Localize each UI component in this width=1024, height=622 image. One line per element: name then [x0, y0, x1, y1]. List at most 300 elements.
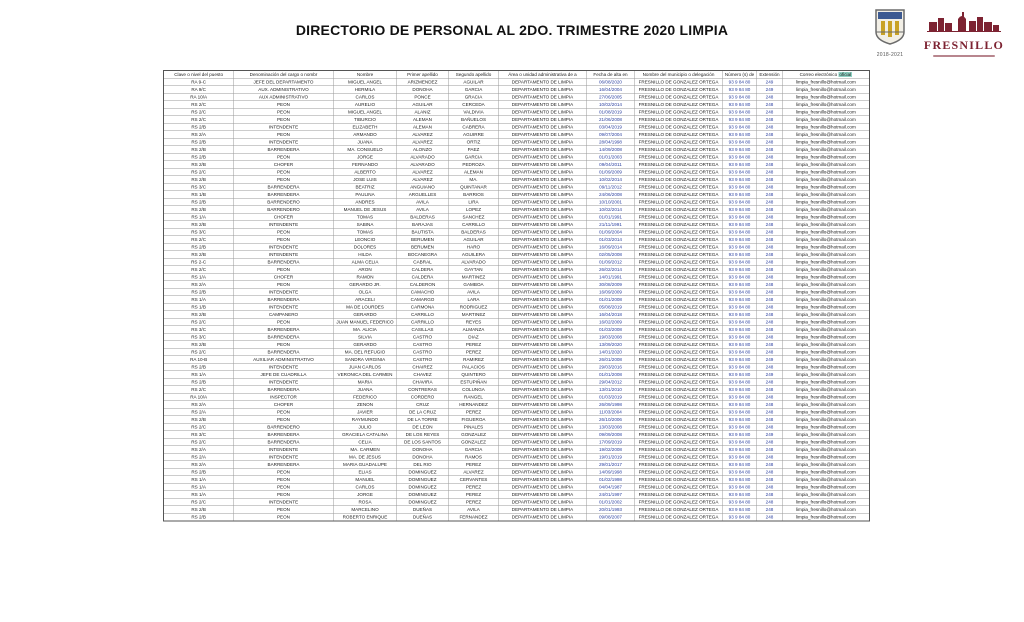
table-cell: limpia_fresnillo@hotmail.com — [783, 281, 870, 289]
table-cell: HERMILA — [334, 86, 397, 94]
table-cell: CHOFER — [234, 401, 334, 409]
personnel-table-body — [164, 78, 870, 521]
table-cell: ALBERTO — [334, 168, 397, 176]
table-cell: 248 — [757, 266, 783, 274]
table-cell: MARTINEZ — [449, 311, 499, 319]
table-cell: DEPARTAMENTO DE LIMPIA — [499, 311, 587, 319]
table-cell: JEFE DE CUADRILLA — [234, 371, 334, 379]
table-row — [164, 153, 870, 161]
table-cell: MA. ALICIA — [334, 326, 397, 334]
table-cell: RS 1/B — [164, 191, 234, 199]
table-cell: 14/01/1991 — [587, 273, 635, 281]
table-cell: 248 — [757, 513, 783, 521]
table-cell: JAVIER — [334, 408, 397, 416]
table-row — [164, 498, 870, 506]
table-cell: BEATRIZ — [334, 183, 397, 191]
table-cell: 93 9 84 80 — [723, 266, 757, 274]
table-cell: 93 9 84 80 — [723, 86, 757, 94]
table-cell: limpia_fresnillo@hotmail.com — [783, 438, 870, 446]
table-cell: 16/09/2014 — [587, 243, 635, 251]
table-cell: ARACELI — [334, 296, 397, 304]
table-row — [164, 491, 870, 499]
table-row — [164, 101, 870, 109]
table-cell: BARRENDERA — [234, 348, 334, 356]
table-cell: limpia_fresnillo@hotmail.com — [783, 363, 870, 371]
table-cell: ORTIZ — [449, 138, 499, 146]
table-cell: 10/02/2014 — [587, 206, 635, 214]
table-cell: 248 — [757, 221, 783, 229]
table-cell: ALVARADO — [397, 153, 449, 161]
table-cell: ALMA CELIA — [334, 258, 397, 266]
table-cell: FRESNILLO DE GONZALEZ ORTEGA — [635, 228, 723, 236]
table-cell: 248 — [757, 476, 783, 484]
table-cell: 93 9 84 80 — [723, 498, 757, 506]
table-cell: DOMINGUEZ — [397, 483, 449, 491]
table-cell: 93 9 84 80 — [723, 243, 757, 251]
table-cell: FRESNILLO DE GONZALEZ ORTEGA — [635, 198, 723, 206]
table-cell: 21/06/2008 — [587, 116, 635, 124]
table-cell: 93 9 84 80 — [723, 378, 757, 386]
table-row — [164, 506, 870, 514]
table-cell: BARRENDERA — [234, 431, 334, 439]
table-cell: PEON — [234, 476, 334, 484]
table-cell: 93 9 84 80 — [723, 273, 757, 281]
table-cell: FRESNILLO DE GONZALEZ ORTEGA — [635, 423, 723, 431]
table-cell: FRESNILLO DE GONZALEZ ORTEGA — [635, 273, 723, 281]
table-cell: JUANA — [334, 386, 397, 394]
table-cell: FRESNILLO DE GONZALEZ ORTEGA — [635, 483, 723, 491]
table-cell: BARRIOS — [449, 191, 499, 199]
table-cell: 248 — [757, 281, 783, 289]
table-cell: RS 2/C — [164, 266, 234, 274]
table-cell: RS 2/B — [164, 416, 234, 424]
table-cell: 248 — [757, 228, 783, 236]
table-cell: DEPARTAMENTO DE LIMPIA — [499, 453, 587, 461]
table-cell: 248 — [757, 213, 783, 221]
table-cell: RS 2/C — [164, 318, 234, 326]
table-cell: PEON — [234, 491, 334, 499]
table-cell: 01/09/2009 — [587, 168, 635, 176]
table-cell: ALONZO — [397, 146, 449, 154]
table-row — [164, 371, 870, 379]
table-cell: ANGUIANO — [397, 183, 449, 191]
table-cell: PEON — [234, 513, 334, 521]
table-cell: 93 9 84 80 — [723, 438, 757, 446]
table-cell: RS 3/C — [164, 431, 234, 439]
table-cell: PEON — [234, 176, 334, 184]
table-cell: INTENDENTE — [234, 221, 334, 229]
table-cell: FRESNILLO DE GONZALEZ ORTEGA — [635, 266, 723, 274]
table-cell: PEON — [234, 318, 334, 326]
table-cell: limpia_fresnillo@hotmail.com — [783, 243, 870, 251]
table-row — [164, 123, 870, 131]
table-cell: 14/09/1998 — [587, 468, 635, 476]
table-row — [164, 393, 870, 401]
fresnillo-wordmark: FRESNILLO — [923, 38, 1005, 52]
table-cell: ALEMAN — [397, 116, 449, 124]
table-row — [164, 341, 870, 349]
table-cell: FRESNILLO DE GONZALEZ ORTEGA — [635, 86, 723, 94]
table-cell: FRESNILLO DE GONZALEZ ORTEGA — [635, 386, 723, 394]
table-cell: PEREZ — [449, 498, 499, 506]
table-cell: FRESNILLO DE GONZALEZ ORTEGA — [635, 191, 723, 199]
table-cell: CASTRO — [397, 356, 449, 364]
table-cell: AGUILAR — [449, 78, 499, 86]
table-cell: DEPARTAMENTO DE LIMPIA — [499, 266, 587, 274]
table-cell: limpia_fresnillo@hotmail.com — [783, 378, 870, 386]
table-cell: FRESNILLO DE GONZALEZ ORTEGA — [635, 251, 723, 259]
table-cell: MANUEL — [334, 476, 397, 484]
table-cell: ALMANZA — [449, 326, 499, 334]
table-cell: DEL RIO — [397, 461, 449, 469]
table-cell: 93 9 84 80 — [723, 138, 757, 146]
table-cell: AVILA — [449, 288, 499, 296]
table-cell: PEON — [234, 116, 334, 124]
table-cell: FERNANDO — [334, 161, 397, 169]
table-cell: CARLOS — [334, 483, 397, 491]
table-cell: DEPARTAMENTO DE LIMPIA — [499, 348, 587, 356]
table-cell: 248 — [757, 386, 783, 394]
table-cell: FRESNILLO DE GONZALEZ ORTEGA — [635, 408, 723, 416]
table-cell: CARLOS — [334, 93, 397, 101]
table-cell: CAMACHO — [397, 288, 449, 296]
personnel-table — [163, 70, 869, 570]
table-cell: SANDRA VIRGINIA — [334, 356, 397, 364]
table-cell: RS 2/A — [164, 461, 234, 469]
table-row — [164, 401, 870, 409]
table-cell: 248 — [757, 183, 783, 191]
table-cell: ALVAREZ — [397, 138, 449, 146]
table-cell: 09/08/2007 — [587, 513, 635, 521]
table-cell: HARO — [449, 243, 499, 251]
table-cell: 09/04/2011 — [587, 161, 635, 169]
table-cell: AGUIRRE — [449, 131, 499, 139]
table-cell: INTENDENTE — [234, 243, 334, 251]
table-row — [164, 476, 870, 484]
table-cell: limpia_fresnillo@hotmail.com — [783, 468, 870, 476]
table-cell: 248 — [757, 303, 783, 311]
table-cell: 19/01/2019 — [587, 453, 635, 461]
table-cell: RS 1/A — [164, 476, 234, 484]
table-cell: ALVARADO — [449, 258, 499, 266]
table-cell: PALACIOS — [449, 363, 499, 371]
table-cell: INTENDENTE — [234, 498, 334, 506]
table-row — [164, 446, 870, 454]
table-cell: DE LA TORRE — [397, 416, 449, 424]
table-cell: limpia_fresnillo@hotmail.com — [783, 408, 870, 416]
table-cell: 248 — [757, 483, 783, 491]
table-cell: FRESNILLO DE GONZALEZ ORTEGA — [635, 401, 723, 409]
table-cell: DEPARTAMENTO DE LIMPIA — [499, 296, 587, 304]
table-cell: RS 1/A — [164, 273, 234, 281]
table-cell: BARRENDERA — [234, 461, 334, 469]
table-cell: ALVAREZ — [397, 131, 449, 139]
table-cell: DOMINGUEZ — [397, 491, 449, 499]
table-cell: PEON — [234, 416, 334, 424]
table-cell: 20/01/1993 — [587, 506, 635, 514]
table-cell: INSPECTOR — [234, 393, 334, 401]
column-header: Clave o nivel del puesto — [164, 71, 234, 79]
table-cell: 93 9 84 80 — [723, 491, 757, 499]
table-cell: MA. — [449, 176, 499, 184]
table-cell: limpia_fresnillo@hotmail.com — [783, 393, 870, 401]
table-cell: FRESNILLO DE GONZALEZ ORTEGA — [635, 108, 723, 116]
table-cell: RS 2/A — [164, 281, 234, 289]
table-cell: BARRENDERO — [234, 198, 334, 206]
table-cell: limpia_fresnillo@hotmail.com — [783, 101, 870, 109]
table-cell: RS 2/B — [164, 363, 234, 371]
table-cell: FRESNILLO DE GONZALEZ ORTEGA — [635, 326, 723, 334]
table-cell: limpia_fresnillo@hotmail.com — [783, 251, 870, 259]
table-cell: limpia_fresnillo@hotmail.com — [783, 356, 870, 364]
table-cell: RS 2/B — [164, 198, 234, 206]
table-cell: 09/11/2012 — [587, 183, 635, 191]
table-cell: DE LEON — [397, 423, 449, 431]
table-cell: CABRERA — [449, 123, 499, 131]
table-cell: GERARDO — [334, 311, 397, 319]
table-cell: limpia_fresnillo@hotmail.com — [783, 108, 870, 116]
table-cell: limpia_fresnillo@hotmail.com — [783, 318, 870, 326]
table-cell: limpia_fresnillo@hotmail.com — [783, 78, 870, 86]
table-cell: FRESNILLO DE GONZALEZ ORTEGA — [635, 348, 723, 356]
table-cell: 19/02/2008 — [587, 446, 635, 454]
table-cell: RS 1/B — [164, 303, 234, 311]
table-row — [164, 453, 870, 461]
table-cell: 248 — [757, 491, 783, 499]
crest-caption: 2018-2021 — [876, 52, 904, 58]
table-cell: CARRILLO — [397, 311, 449, 319]
table-cell: limpia_fresnillo@hotmail.com — [783, 431, 870, 439]
table-cell: AVILA — [449, 506, 499, 514]
table-cell: MANUEL DE JESUS — [334, 206, 397, 214]
table-cell: DEPARTAMENTO DE LIMPIA — [499, 326, 587, 334]
table-row — [164, 206, 870, 214]
table-cell: limpia_fresnillo@hotmail.com — [783, 116, 870, 124]
table-cell: ALEMAN — [449, 168, 499, 176]
table-cell: FRESNILLO DE GONZALEZ ORTEGA — [635, 491, 723, 499]
table-cell: RS 2/B — [164, 506, 234, 514]
table-cell: RS 2/C — [164, 423, 234, 431]
table-cell: CAMPANERO — [234, 311, 334, 319]
table-cell: MIGUEL ANGEL — [334, 108, 397, 116]
personnel-table-grid — [163, 70, 870, 522]
table-cell: FRESNILLO DE GONZALEZ ORTEGA — [635, 146, 723, 154]
table-cell: INTENDENTE — [234, 303, 334, 311]
table-cell: 93 9 84 80 — [723, 213, 757, 221]
table-cell: TIBURCIO — [334, 116, 397, 124]
table-cell: PEON — [234, 101, 334, 109]
table-cell: DONOHA — [397, 446, 449, 454]
table-cell: 93 9 84 80 — [723, 386, 757, 394]
table-cell: DEPARTAMENTO DE LIMPIA — [499, 431, 587, 439]
table-row — [164, 191, 870, 199]
table-cell: PINALES — [449, 423, 499, 431]
table-cell: 93 9 84 80 — [723, 348, 757, 356]
table-cell: RS 2/A — [164, 131, 234, 139]
table-row — [164, 131, 870, 139]
table-row — [164, 266, 870, 274]
table-cell: GERARDO — [334, 341, 397, 349]
table-cell: 26/09/1998 — [587, 401, 635, 409]
table-cell: 93 9 84 80 — [723, 476, 757, 484]
table-cell: LEONCIO — [334, 236, 397, 244]
table-cell: DEPARTAMENTO DE LIMPIA — [499, 236, 587, 244]
table-cell: limpia_fresnillo@hotmail.com — [783, 153, 870, 161]
table-cell: LARA — [449, 296, 499, 304]
table-cell: FRESNILLO DE GONZALEZ ORTEGA — [635, 176, 723, 184]
table-cell: PEREZ — [449, 491, 499, 499]
table-cell: limpia_fresnillo@hotmail.com — [783, 288, 870, 296]
table-cell: RS 2/C — [164, 101, 234, 109]
table-cell: limpia_fresnillo@hotmail.com — [783, 296, 870, 304]
table-cell: VERONICA DEL CARMEN — [334, 371, 397, 379]
table-cell: RS 2/C — [164, 108, 234, 116]
table-cell: ANDRES — [334, 198, 397, 206]
table-cell: CASTRO — [397, 341, 449, 349]
table-cell: 01/03/2019 — [587, 393, 635, 401]
table-row — [164, 138, 870, 146]
table-cell: FRESNILLO DE GONZALEZ ORTEGA — [635, 506, 723, 514]
table-cell: 248 — [757, 408, 783, 416]
table-cell: limpia_fresnillo@hotmail.com — [783, 303, 870, 311]
table-cell: FRESNILLO DE GONZALEZ ORTEGA — [635, 213, 723, 221]
table-cell: BARRENDERA — [234, 326, 334, 334]
table-cell: 93 9 84 80 — [723, 431, 757, 439]
table-cell: limpia_fresnillo@hotmail.com — [783, 228, 870, 236]
table-cell: limpia_fresnillo@hotmail.com — [783, 183, 870, 191]
table-cell: BARRENDERO — [234, 206, 334, 214]
table-cell: 93 9 84 80 — [723, 131, 757, 139]
table-cell: ELIAS — [334, 468, 397, 476]
table-cell: 01/01/2008 — [587, 296, 635, 304]
table-cell: RS 2/B — [164, 243, 234, 251]
table-cell: limpia_fresnillo@hotmail.com — [783, 146, 870, 154]
table-cell: JOSE LUIS — [334, 176, 397, 184]
table-cell: DUEÑAS — [397, 506, 449, 514]
table-cell: DEPARTAMENTO DE LIMPIA — [499, 221, 587, 229]
table-cell: 06/08/2020 — [587, 78, 635, 86]
table-cell: DEPARTAMENTO DE LIMPIA — [499, 356, 587, 364]
table-cell: RS 2/B — [164, 288, 234, 296]
table-cell: ALVARADO — [397, 161, 449, 169]
table-cell: 93 9 84 80 — [723, 116, 757, 124]
table-cell: FRESNILLO DE GONZALEZ ORTEGA — [635, 236, 723, 244]
table-cell: AUX ADMINISTRATIVO — [234, 93, 334, 101]
table-cell: 248 — [757, 236, 783, 244]
table-cell: RS 2/B — [164, 146, 234, 154]
table-cell: FRESNILLO DE GONZALEZ ORTEGA — [635, 78, 723, 86]
column-header: Segundo apellido — [449, 71, 499, 79]
table-cell: limpia_fresnillo@hotmail.com — [783, 176, 870, 184]
table-cell: 248 — [757, 123, 783, 131]
table-cell: TOMAS — [334, 213, 397, 221]
table-cell: limpia_fresnillo@hotmail.com — [783, 138, 870, 146]
table-cell: FRESNILLO DE GONZALEZ ORTEGA — [635, 101, 723, 109]
table-cell: FRESNILLO DE GONZALEZ ORTEGA — [635, 438, 723, 446]
table-cell: 248 — [757, 153, 783, 161]
table-row — [164, 146, 870, 154]
table-cell: DEPARTAMENTO DE LIMPIA — [499, 438, 587, 446]
table-row — [164, 423, 870, 431]
table-row — [164, 431, 870, 439]
table-cell: 93 9 84 80 — [723, 461, 757, 469]
table-cell: limpia_fresnillo@hotmail.com — [783, 266, 870, 274]
table-cell: DOLORES — [334, 243, 397, 251]
table-cell: DEPARTAMENTO DE LIMPIA — [499, 228, 587, 236]
table-cell: DEPARTAMENTO DE LIMPIA — [499, 416, 587, 424]
table-cell: GONZALEZ — [449, 431, 499, 439]
table-cell: DEPARTAMENTO DE LIMPIA — [499, 378, 587, 386]
table-cell: 13/01/2010 — [587, 386, 635, 394]
table-row — [164, 318, 870, 326]
table-row — [164, 438, 870, 446]
table-cell: DEPARTAMENTO DE LIMPIA — [499, 138, 587, 146]
table-cell: PEON — [234, 483, 334, 491]
table-cell: 93 9 84 80 — [723, 288, 757, 296]
table-cell: 93 9 84 80 — [723, 251, 757, 259]
table-cell: JUAN MANUEL FEDERICO — [334, 318, 397, 326]
table-cell: 248 — [757, 393, 783, 401]
table-cell: PEON — [234, 266, 334, 274]
table-cell: CARMONA — [397, 303, 449, 311]
table-cell: PEREZ — [449, 483, 499, 491]
table-cell: DEPARTAMENTO DE LIMPIA — [499, 393, 587, 401]
table-cell: MA. CARMEN — [334, 446, 397, 454]
table-cell: FRESNILLO DE GONZALEZ ORTEGA — [635, 258, 723, 266]
table-cell: RS 2/C — [164, 498, 234, 506]
table-cell: MIGUEL ANGEL — [334, 78, 397, 86]
table-cell: DEPARTAMENTO DE LIMPIA — [499, 423, 587, 431]
table-cell: DEPARTAMENTO DE LIMPIA — [499, 251, 587, 259]
table-cell: JORGE — [334, 153, 397, 161]
table-cell: 248 — [757, 423, 783, 431]
table-cell: 248 — [757, 363, 783, 371]
table-cell: DEPARTAMENTO DE LIMPIA — [499, 446, 587, 454]
table-cell: 10/02/2014 — [587, 101, 635, 109]
table-cell: CALDERA — [397, 266, 449, 274]
table-cell: 248 — [757, 378, 783, 386]
table-cell: PEON — [234, 131, 334, 139]
table-cell: GRACIA — [449, 93, 499, 101]
table-cell: 01/01/2003 — [587, 153, 635, 161]
table-cell: 249 — [757, 431, 783, 439]
table-cell: 93 9 84 80 — [723, 206, 757, 214]
table-cell: PEON — [234, 468, 334, 476]
table-cell: CALDERON — [397, 281, 449, 289]
table-cell: GARCIA — [449, 86, 499, 94]
table-cell: 13/09/2020 — [587, 341, 635, 349]
table-cell: CERVANTES — [449, 476, 499, 484]
table-cell: 93 9 84 80 — [723, 506, 757, 514]
table-cell: PEON — [234, 341, 334, 349]
table-cell: GRACIELA CATALINA — [334, 431, 397, 439]
table-row — [164, 78, 870, 86]
table-cell: 248 — [757, 446, 783, 454]
table-cell: OLGA — [334, 288, 397, 296]
table-cell: FRESNILLO DE GONZALEZ ORTEGA — [635, 288, 723, 296]
table-cell: JEFE DEL DEPARTAMENTO — [234, 78, 334, 86]
table-cell: 01/01/1991 — [587, 213, 635, 221]
table-cell: RS 1/A — [164, 491, 234, 499]
table-cell: BARRENDERA — [234, 438, 334, 446]
table-cell: GAMBOA — [449, 281, 499, 289]
table-cell: FRESNILLO DE GONZALEZ ORTEGA — [635, 281, 723, 289]
table-cell: DEPARTAMENTO DE LIMPIA — [499, 363, 587, 371]
table-cell: QUINTERO — [449, 371, 499, 379]
table-cell: FRESNILLO DE GONZALEZ ORTEGA — [635, 446, 723, 454]
table-cell: MA. DE JESUS — [334, 453, 397, 461]
table-cell: FRESNILLO DE GONZALEZ ORTEGA — [635, 468, 723, 476]
